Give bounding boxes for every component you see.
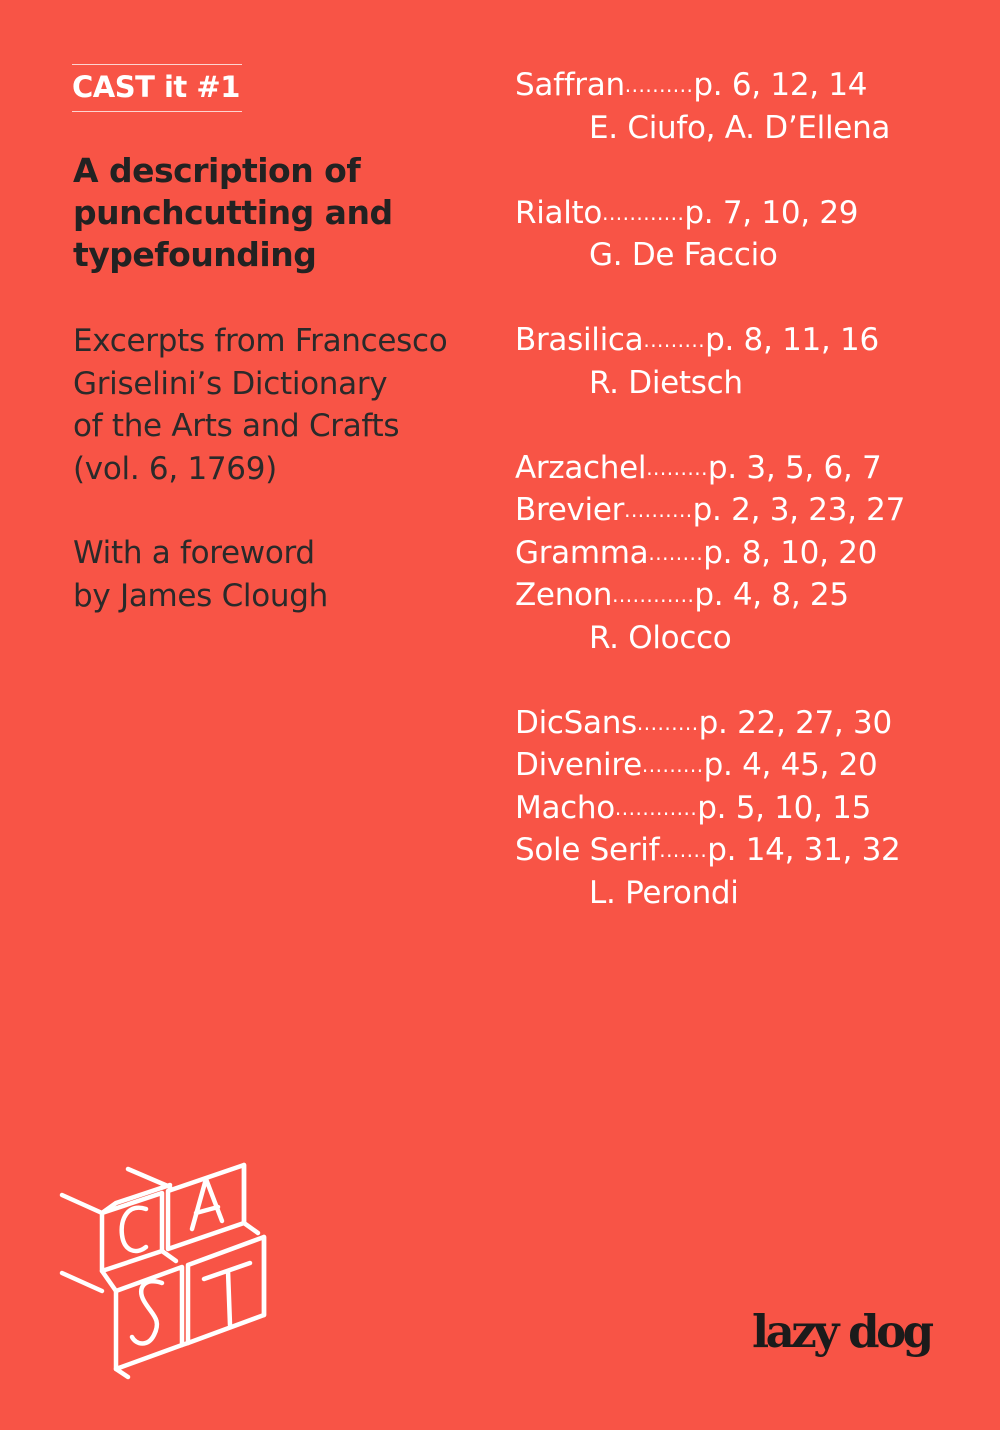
index-group [515, 447, 985, 660]
index-group [515, 702, 985, 915]
index-group [515, 64, 985, 149]
index-entry [515, 744, 985, 787]
index-entry [515, 64, 985, 107]
leader-dots: ....... [659, 838, 708, 862]
excerpt-line: (vol. 6, 1769) [73, 450, 277, 487]
index-entry [515, 447, 985, 490]
page-refs: p. 4, 8, 25 [694, 577, 849, 613]
typeface-name: Rialto [515, 194, 603, 231]
leader-dots: ......... [643, 328, 706, 352]
foreword-line: by James Clough [73, 577, 328, 614]
typeface-name: Brasilica [515, 322, 644, 358]
typeface-name: Divenire [515, 747, 642, 783]
leader-dots: ........ [648, 540, 704, 565]
index-entry [515, 702, 985, 745]
cast-logo-icon [58, 1155, 273, 1385]
page-refs: p. 14, 31, 32 [707, 832, 901, 868]
index-entry [515, 829, 985, 872]
leader-dots: .......... [624, 498, 693, 522]
designer-name: L. Perondi [589, 874, 739, 911]
page-refs: p. 22, 27, 30 [698, 704, 892, 741]
page-refs: p. 6, 12, 14 [693, 67, 868, 103]
designer-name: G. De Faccio [589, 237, 778, 273]
page-refs: p. 8, 10, 20 [703, 534, 878, 571]
typeface-name: Gramma [515, 534, 649, 571]
page-refs: p. 4, 45, 20 [703, 747, 878, 783]
leader-dots: ......... [646, 455, 708, 480]
leader-dots: ............ [602, 200, 685, 225]
leader-dots: ............ [614, 795, 698, 820]
foreword-credit [73, 532, 493, 617]
index-entry [515, 192, 985, 235]
typeface-name: Macho [515, 789, 615, 826]
typeface-name: Arzachel [515, 449, 647, 486]
index-entry [515, 319, 985, 362]
leader-dots: ......... [636, 710, 699, 735]
index-entry [515, 787, 985, 830]
leader-dots: ............ [612, 583, 695, 607]
typeface-name: DicSans [515, 704, 637, 741]
designer-name: R. Olocco [589, 619, 732, 656]
series-label: CAST it #1 [72, 64, 242, 112]
typeface-name: Sole Serif [515, 832, 660, 868]
book-title [73, 150, 493, 276]
typeface-name: Brevier [515, 492, 625, 528]
excerpt-line: Griselini’s Dictionary [73, 365, 388, 402]
index-group [515, 192, 985, 277]
designer-name: R. Dietsch [589, 364, 743, 401]
typeface-index [515, 64, 985, 957]
page-refs: p. 5, 10, 15 [697, 789, 872, 826]
leader-dots: .......... [624, 73, 694, 97]
index-group [515, 319, 985, 404]
index-entry [515, 532, 985, 575]
excerpt-description [73, 320, 493, 490]
publisher-logo: lazy dog [752, 1305, 931, 1358]
designer-name: E. Ciufo, A. D’Ellena [589, 109, 891, 146]
typeface-name: Zenon [515, 577, 613, 613]
title-line: A description of [73, 151, 361, 190]
typeface-name: Saffran [515, 67, 625, 103]
excerpt-line: Excerpts from Francesco [73, 323, 448, 359]
title-line: punchcutting and [73, 193, 393, 232]
page-refs: p. 8, 11, 16 [705, 322, 879, 358]
page-refs: p. 2, 3, 23, 27 [692, 492, 906, 528]
index-entry [515, 489, 985, 532]
index-entry [515, 574, 985, 617]
foreword-line: With a foreword [73, 535, 315, 571]
leader-dots: ......... [641, 753, 704, 777]
excerpt-line: of the Arts and Crafts [73, 408, 400, 444]
page-refs: p. 3, 5, 6, 7 [707, 449, 882, 486]
title-line: typefounding [73, 235, 317, 274]
page-refs: p. 7, 10, 29 [684, 194, 859, 231]
